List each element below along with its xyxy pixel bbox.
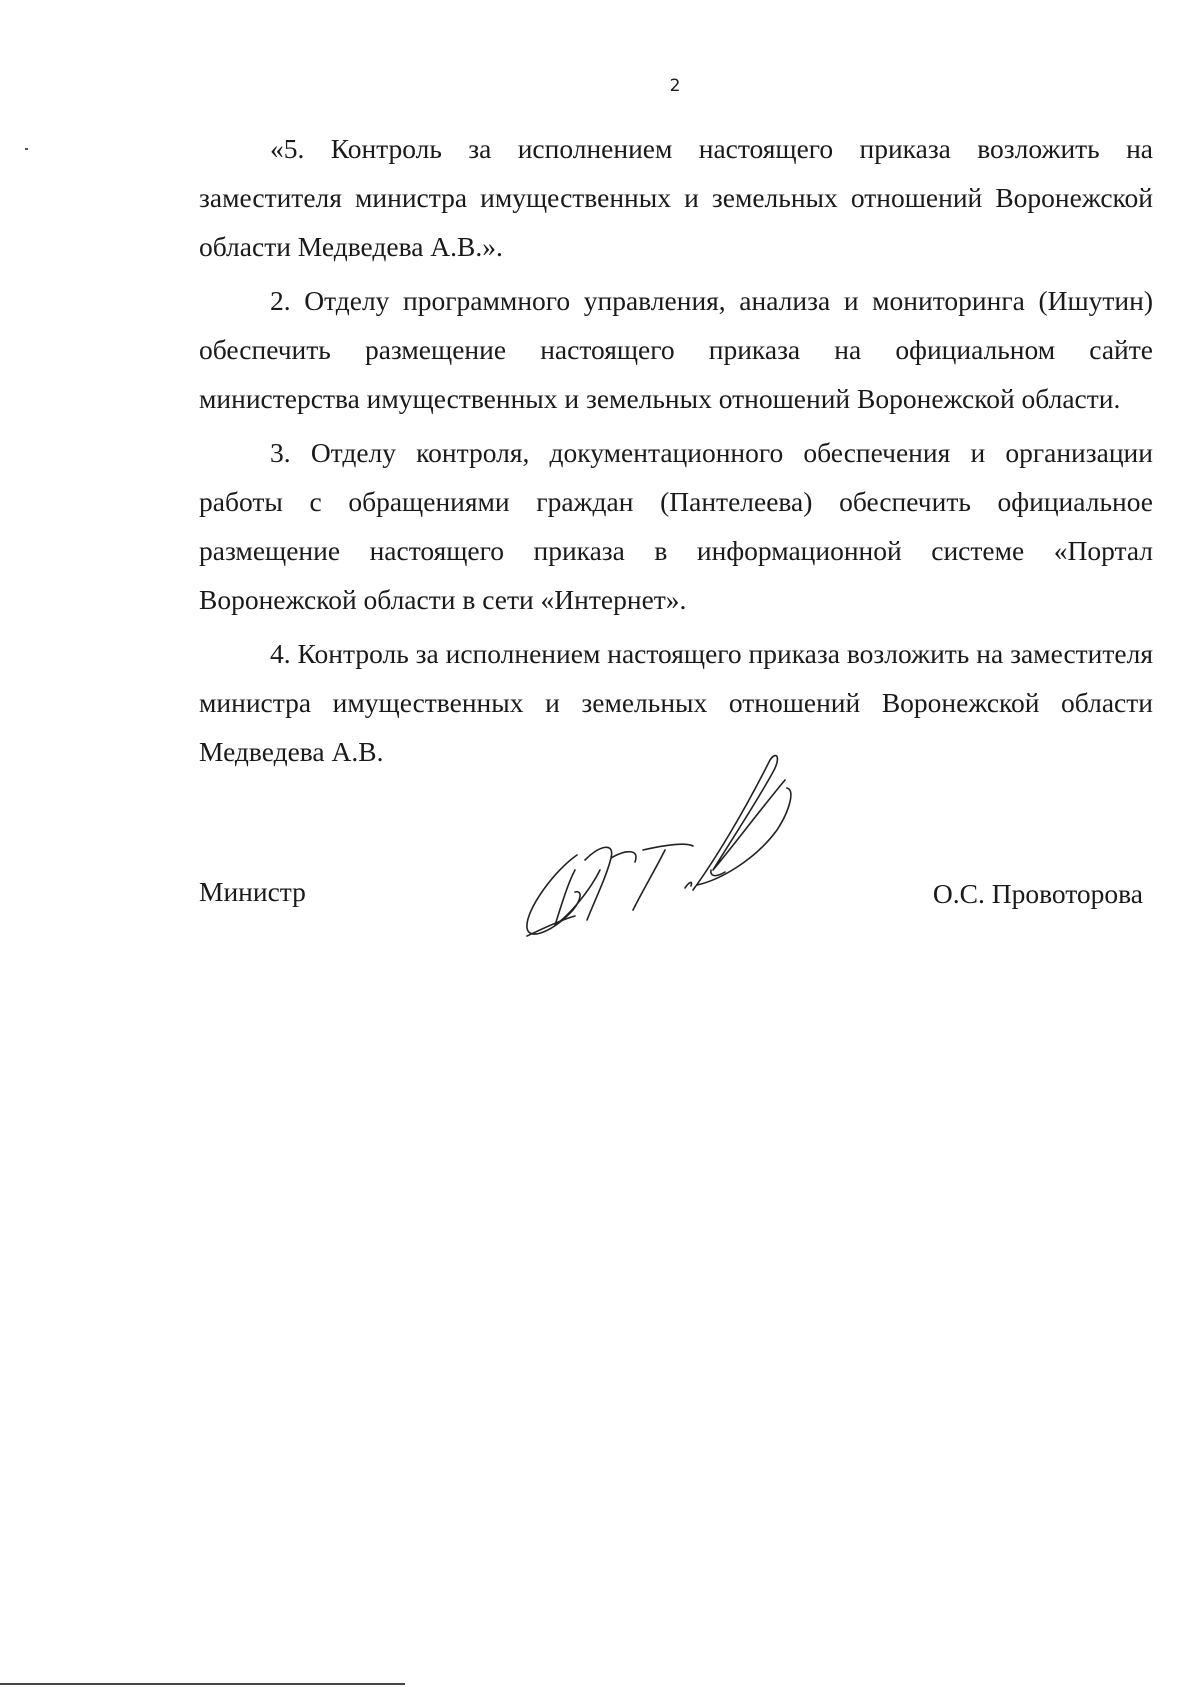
scan-artifact (25, 148, 28, 150)
paragraph-item-4: 4. Контроль за исполнением настоящего приказа возложить на заместителя министра имущественных и земельных отношений Воронежской области Медведева А.В. (199, 638, 1153, 767)
signature-block (0, 740, 1200, 960)
handwritten-signature (515, 750, 835, 960)
document-body (199, 124, 1153, 781)
paragraph-item-3: 3. Отделу контроля, документационного обеспечения и организации работы с обращениями граждан (Пантелеева) обеспечить официальное размещение настоящего приказа в информационной системе «Портал Воронежской области в сети «Интернет». (199, 437, 1153, 615)
page-number: 2 (669, 76, 681, 96)
scan-edge-line (0, 1683, 405, 1685)
paragraph-item-5-amendment: «5. Контроль за исполнением настоящего приказа возложить на заместителя министра имущественных и земельных отношений Воронежской области Медведева А.В.». (199, 133, 1153, 262)
paragraph-item-2: 2. Отделу программного управления, анализа и мониторинга (Ишутин) обеспечить размещение настоящего приказа на официальном сайте министерства имущественных и земельных отношений Воронежской области. (199, 285, 1153, 414)
signatory-name: О.С. Провоторова (932, 878, 1143, 909)
signatory-title: Министр (199, 876, 306, 907)
